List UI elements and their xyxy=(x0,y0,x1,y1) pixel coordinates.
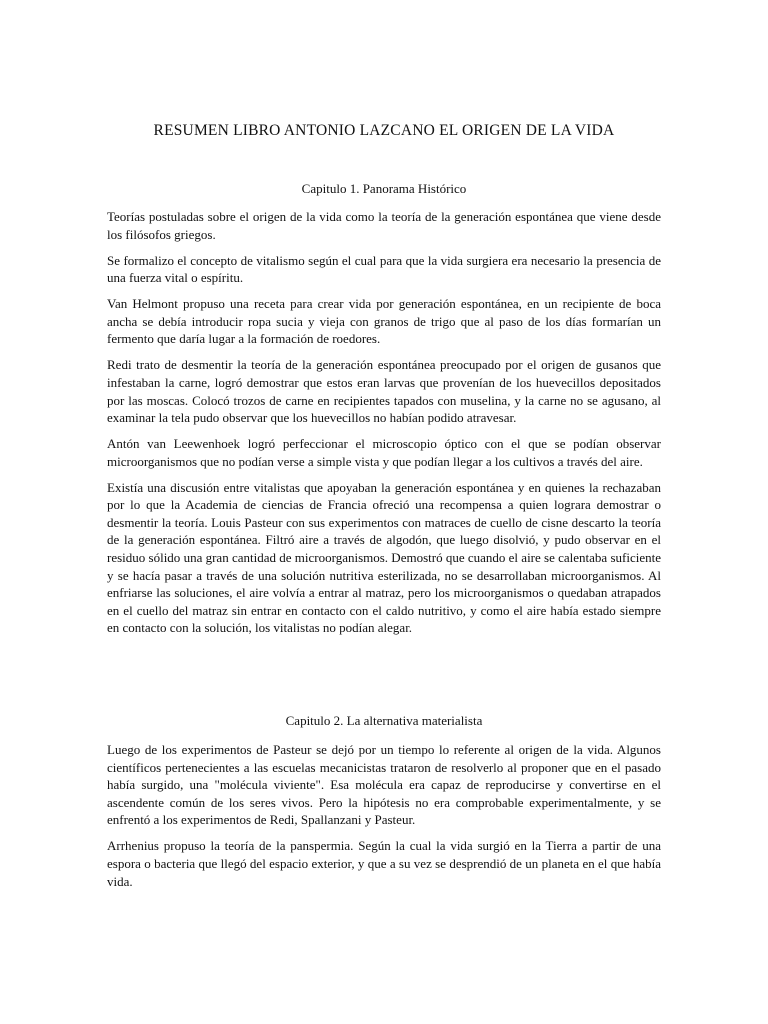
paragraph: Van Helmont propuso una receta para crear vida por generación espontánea, en un recipiente de boca ancha se debía introducir ropa sucia y vieja con granos de trigo que al paso de los días formarían un fermento que daría lugar a la formación de roedores. xyxy=(107,296,661,347)
chapter-1-body xyxy=(107,208,661,645)
chapter-2-body xyxy=(107,741,661,899)
paragraph: Se formalizo el concepto de vitalismo según el cual para que la vida surgiera era necesario la presencia de una fuerza vital o espíritu. xyxy=(107,252,661,286)
chapter-2-heading: Capitulo 2. La alternativa materialista xyxy=(285,713,483,728)
paragraph: Arrhenius propuso la teoría de la panspermia. Según la cual la vida surgió en la Tierra a partir de una espora o bacteria que llegó del espacio exterior, y que a su vez se desprendió de un planeta en el que había vida. xyxy=(107,838,661,889)
paragraph: Antón van Leewenhoek logró perfeccionar el microscopio óptico con el que se podían observar microorganismos que no podían verse a simple vista y que podían llegar a los cultivos a través del aire. xyxy=(107,436,661,469)
paragraph: Luego de los experimentos de Pasteur se dejó por un tiempo lo referente al origen de la vida. Algunos científicos pertenecientes a las escuelas mecanicistas trataron de resolverlo al proponer que en el pasado había surgido, una "molécula viviente". Esa molécula era capaz de reproducirse y convertirse en el ascendente común de los seres vivos. Pero la hipótesis no era comprobable experimentalmente, y se enfrentó a los experimentos de Redi, Spallanzani y Pasteur. xyxy=(107,742,661,828)
document-title: RESUMEN LIBRO ANTONIO LAZCANO EL ORIGEN DE LA VIDA xyxy=(153,122,615,139)
paragraph: Existía una discusión entre vitalistas que apoyaban la generación espontánea y en quienes la rechazaban por lo que la Academia de ciencias de Francia ofreció una recompensa a quien lograra demostrar o desmentir la teoría. Louis Pasteur con sus experimentos con matraces de cuello de cisne descarto la teoría de la generación espontánea. Filtró aire a través de algodón, que luego disolvió, y pudo observar en el residuo sólido una gran cantidad de microorganismos. Demostró que cuando el aire se calentaba suficiente y se hacía pasar a través de una solución nutritiva esterilizada, no se desarrollaban microorganismos. Al enfriarse las soluciones, el aire volvía a entrar al matraz, pero los microorganismos o quedaban atrapados en el cuello del matraz sin entrar en contacto con el caldo nutritivo, y como el aire había estado siempre en contacto con la solución, los vitalistas no podían alegar. xyxy=(107,479,661,636)
chapter-1-heading: Capitulo 1. Panorama Histórico xyxy=(301,181,467,196)
paragraph: Teorías postuladas sobre el origen de la vida como la teoría de la generación espontánea que viene desde los filósofos griegos. xyxy=(107,209,661,242)
paragraph: Redi trato de desmentir la teoría de la generación espontánea preocupado por el origen de gusanos que infestaban la carne, logró demostrar que estos eran larvas que provenían de los huevecillos depositados por las moscas. Colocó trozos de carne en recipientes tapados con muselina, y la carne no se agusano, al examinar la tela pudo observar que los huevecillos no habían podido atravesar. xyxy=(107,357,661,426)
